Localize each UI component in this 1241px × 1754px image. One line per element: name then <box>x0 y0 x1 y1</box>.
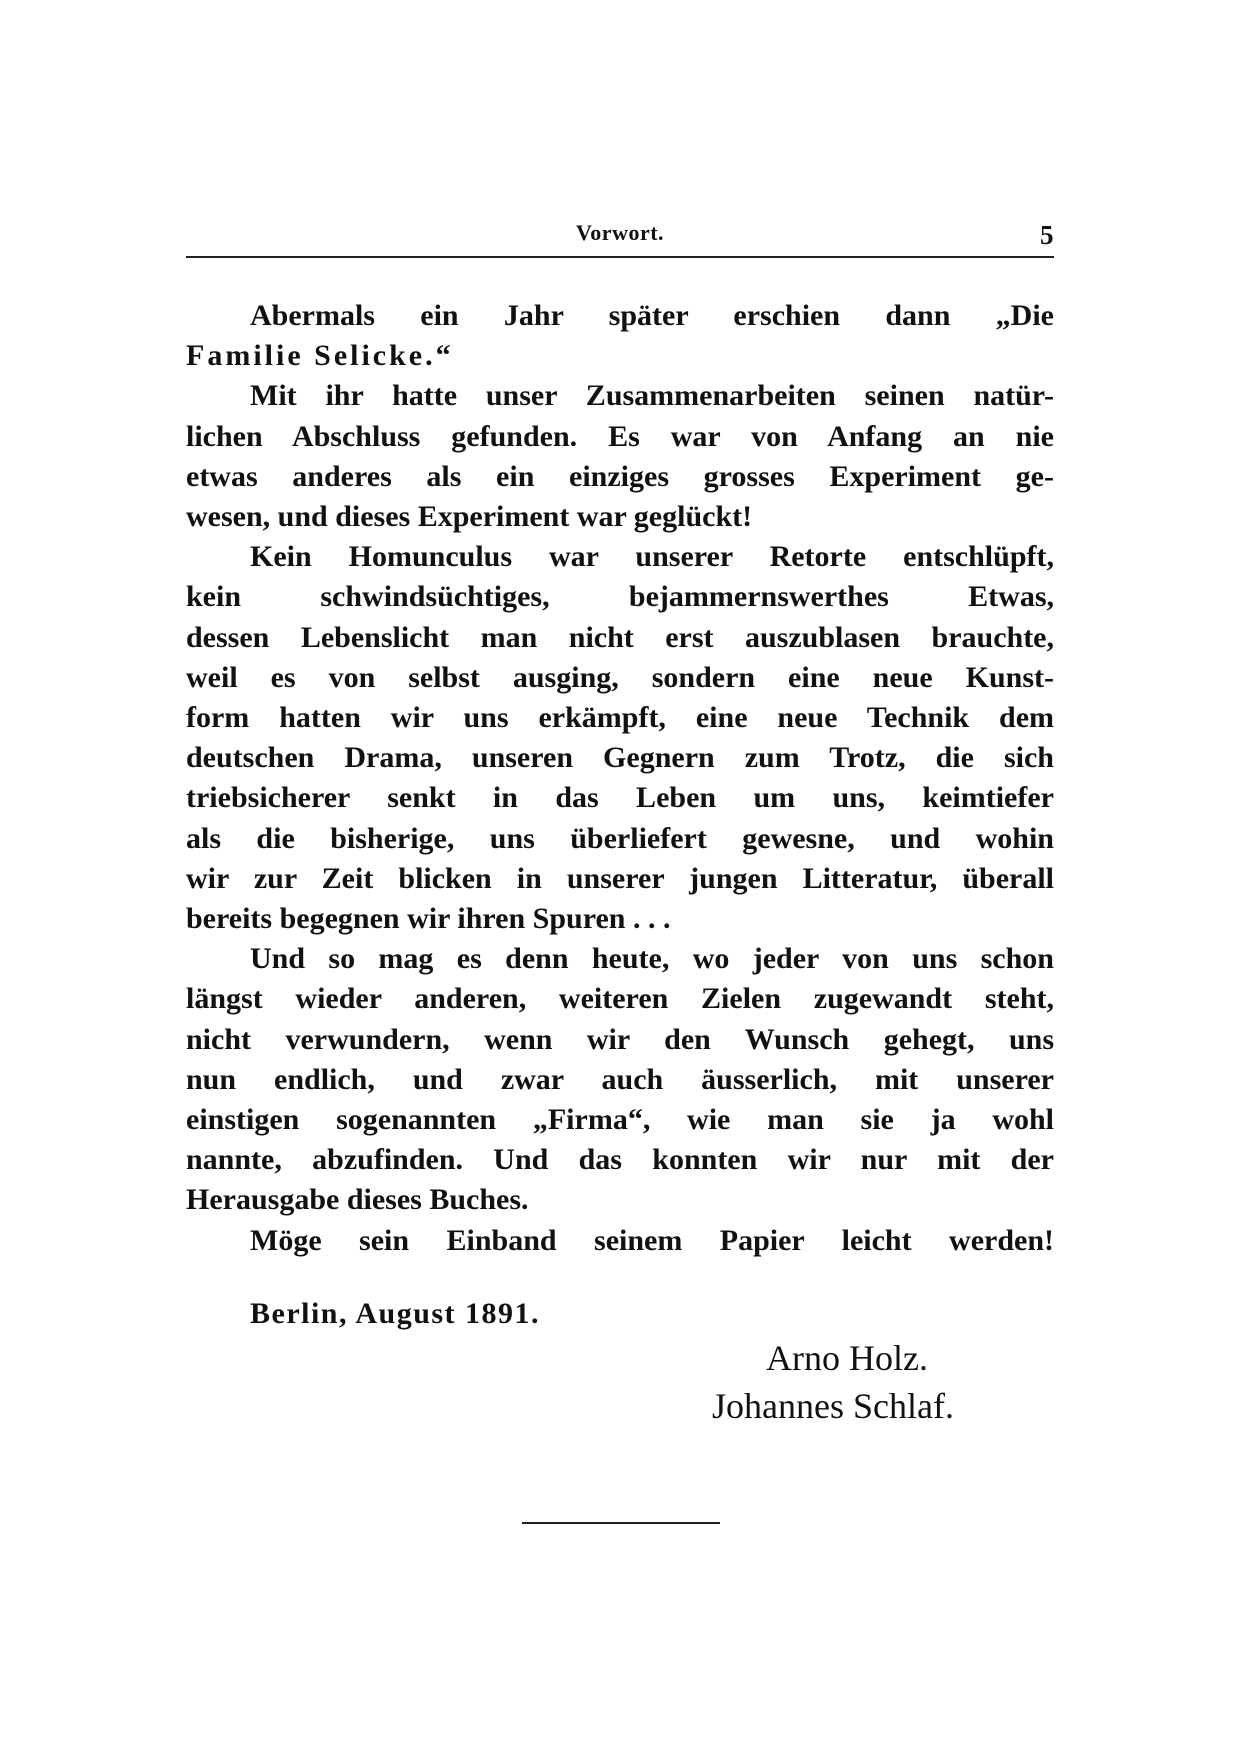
text-line: Kein Homunculus war unserer Retorte entschlüpft, <box>250 540 1054 574</box>
text-line: als die bisherige, uns überliefert gewesne, und wohin <box>186 821 1054 855</box>
text-line: bereits begegnen wir ihren Spuren . . . <box>186 902 671 936</box>
text-line: etwas anderes als ein einziges grosses Experiment ge- <box>186 459 1054 493</box>
text-line: Möge sein Einband seinem Papier leicht werden! <box>250 1223 1054 1257</box>
text-line: deutschen Drama, unseren Gegnern zum Trotz, die sich <box>186 741 1054 775</box>
text-line: kein schwindsüchtiges, bejammernswerthes Etwas, <box>186 580 1054 614</box>
text-line: Und so mag es denn heute, wo jeder von uns schon <box>250 942 1054 976</box>
body-text <box>186 296 1054 1261</box>
running-header-title: Vorwort. <box>575 220 665 245</box>
header-rule <box>186 256 1054 258</box>
text-line: nun endlich, und zwar auch äusserlich, mit unserer <box>186 1062 1054 1096</box>
text-line: lichen Abschluss gefunden. Es war von Anfang an nie <box>186 419 1054 453</box>
text-line: triebsicherer senkt in das Leben um uns, keimtiefer <box>186 781 1054 815</box>
text-line: wesen, und dieses Experiment war geglückt! <box>186 500 753 534</box>
signature-block <box>640 1334 1060 1430</box>
end-rule <box>522 1522 720 1524</box>
page-number: 5 <box>1040 220 1054 250</box>
text-line: einstigen sogenannten „Firma“, wie man sie ja wohl <box>186 1103 1054 1137</box>
text-line: Abermals ein Jahr später erschien dann „Die <box>250 299 1054 332</box>
text-line: Mit ihr hatte unser Zusammenarbeiten seinen natür- <box>250 379 1054 413</box>
place-and-date: Berlin, August 1891. <box>250 1297 541 1330</box>
signature-johannes-schlaf: Johannes Schlaf. <box>712 1386 954 1426</box>
text-line: weil es von selbst ausging, sondern eine neue Kunst- <box>186 660 1054 694</box>
text-line: längst wieder anderen, weiteren Zielen zugewandt steht, <box>186 982 1054 1016</box>
text-line: wir zur Zeit blicken in unserer jungen Litteratur, überall <box>186 861 1054 895</box>
text-line: Herausgabe dieses Buches. <box>186 1183 529 1217</box>
text-line: nicht verwundern, wenn wir den Wunsch gehegt, uns <box>186 1022 1054 1056</box>
text-line: Familie Selicke.“ <box>186 339 454 373</box>
text-line: form hatten wir uns erkämpft, eine neue Technik dem <box>186 701 1054 735</box>
text-line: nannte, abzufinden. Und das konnten wir nur mit der <box>186 1143 1054 1177</box>
text-line: dessen Lebenslicht man nicht erst auszublasen brauchte, <box>186 620 1054 654</box>
signature-arno-holz: Arno Holz. <box>766 1338 928 1378</box>
